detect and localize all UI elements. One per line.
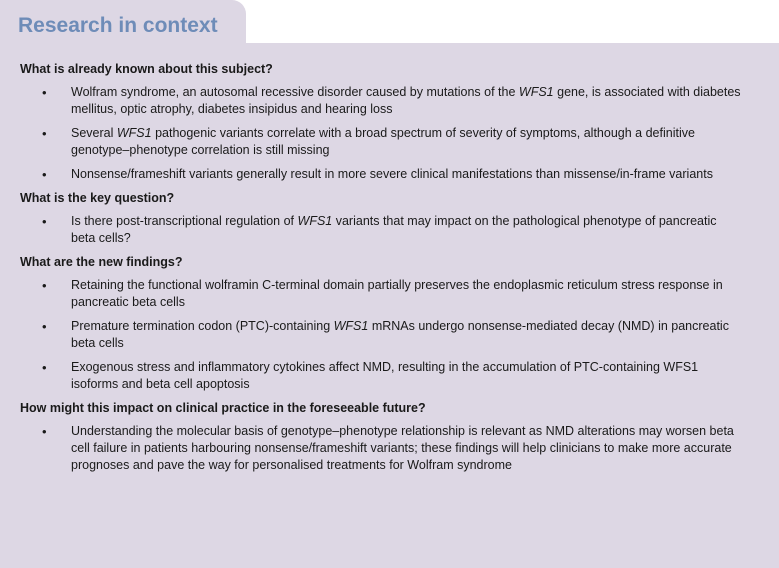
bullet-icon: • bbox=[42, 424, 47, 439]
section-new-findings bbox=[0, 254, 779, 393]
list-item bbox=[0, 213, 779, 247]
section-heading: What are the new findings? bbox=[20, 255, 183, 269]
section-key-question bbox=[0, 190, 779, 247]
section-clinical-impact bbox=[0, 400, 779, 474]
panel-content bbox=[0, 61, 779, 481]
bullet-icon: • bbox=[42, 278, 47, 293]
gene-name: WFS1 bbox=[297, 214, 333, 228]
item-text: Understanding the molecular basis of genotype–phenotype relationship is relevant as NMD alterations may worsen beta cell failure in patients harbouring nonsense/frameshift variants; these findings will help clinicians to make more accurate prognoses and pave the way for personalised treatments for Wolfram syndrome bbox=[71, 424, 734, 472]
section-heading: What is already known about this subject? bbox=[20, 62, 273, 76]
list-item bbox=[0, 359, 779, 393]
bullet-list bbox=[0, 277, 779, 393]
bullet-list bbox=[0, 423, 779, 474]
list-item bbox=[0, 84, 779, 118]
item-text: Premature termination codon (PTC)-containing WFS1 mRNAs undergo nonsense-mediated decay (NMD) in pancreatic beta cells bbox=[71, 319, 729, 350]
list-item bbox=[0, 166, 779, 183]
bullet-list bbox=[0, 213, 779, 247]
section-known bbox=[0, 61, 779, 183]
gene-name: WFS1 bbox=[116, 126, 152, 140]
title-tab bbox=[0, 0, 246, 43]
item-text: Exogenous stress and inflammatory cytokines affect NMD, resulting in the accumulation of PTC-containing WFS1 isoforms and beta cell apoptosis bbox=[71, 360, 699, 391]
item-text: Nonsense/frameshift variants generally result in more severe clinical manifestations than missense/in-frame variants bbox=[71, 167, 713, 181]
item-text: Wolfram syndrome, an autosomal recessive disorder caused by mutations of the WFS1 gene, is associated with diabetes mellitus, optic atrophy, diabetes insipidus and hearing loss bbox=[71, 85, 741, 116]
bullet-icon: • bbox=[42, 214, 47, 229]
bullet-icon: • bbox=[42, 360, 47, 375]
section-heading: What is the key question? bbox=[20, 191, 175, 205]
bullet-list bbox=[0, 84, 779, 183]
item-text: Retaining the functional wolframin C-terminal domain partially preserves the endoplasmic reticulum stress response in pancreatic beta cells bbox=[71, 278, 723, 309]
list-item bbox=[0, 125, 779, 159]
list-item bbox=[0, 423, 779, 474]
bullet-icon: • bbox=[42, 126, 47, 141]
list-item bbox=[0, 277, 779, 311]
gene-name: WFS1 bbox=[518, 85, 554, 99]
section-heading: How might this impact on clinical practice in the foreseeable future? bbox=[20, 401, 426, 415]
bullet-icon: • bbox=[42, 167, 47, 182]
item-text: Several WFS1 pathogenic variants correlate with a broad spectrum of severity of symptoms, although a definitive genotype–phenotype correlation is still missing bbox=[71, 126, 695, 157]
bullet-icon: • bbox=[42, 85, 47, 100]
panel-title: Research in context bbox=[18, 14, 218, 37]
bullet-icon: • bbox=[42, 319, 47, 334]
item-text: Is there post-transcriptional regulation of WFS1 variants that may impact on the pathological phenotype of pancreatic beta cells? bbox=[71, 214, 717, 245]
gene-name: WFS1 bbox=[333, 319, 369, 333]
list-item bbox=[0, 318, 779, 352]
